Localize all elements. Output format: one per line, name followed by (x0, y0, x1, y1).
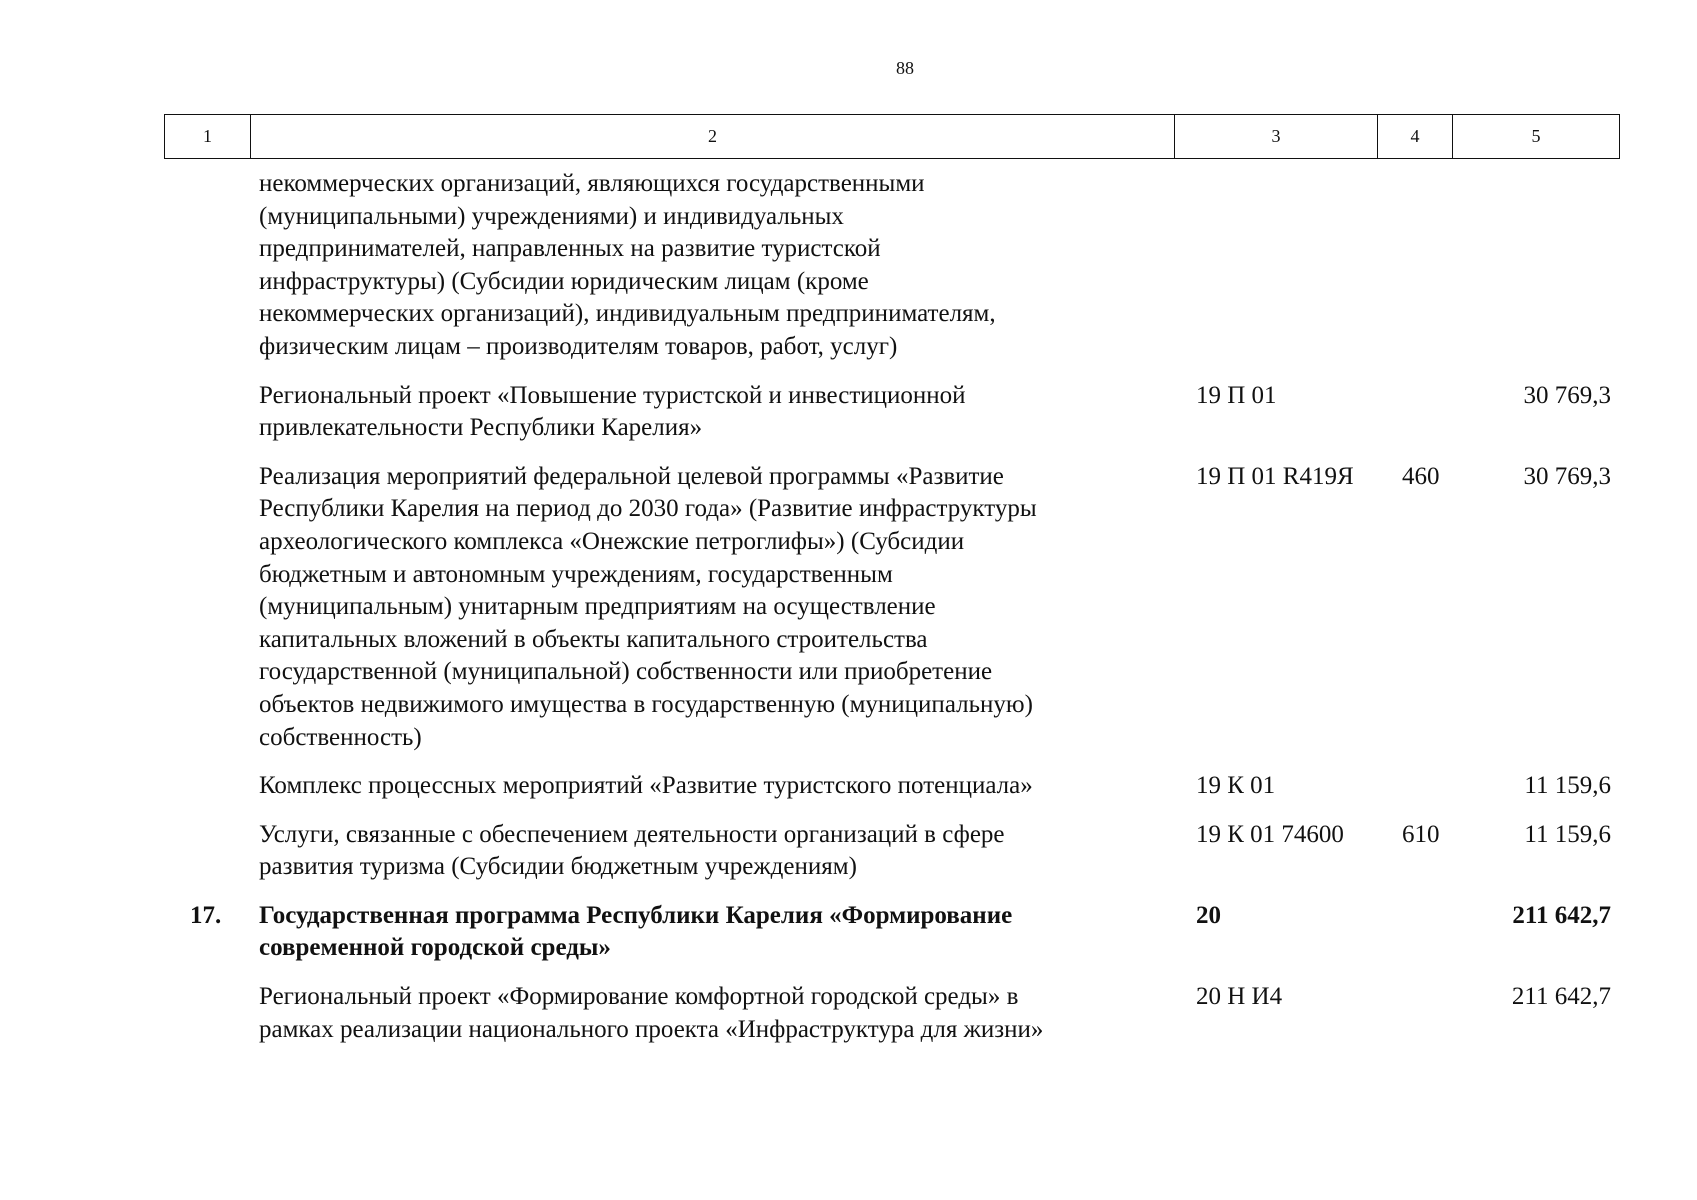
row-number (164, 461, 259, 754)
row-amount: 11 159,6 (1524, 820, 1611, 848)
description-line: Государственная программа Республики Карелия «Формирование (259, 901, 1013, 929)
row-amount: 30 769,3 (1523, 381, 1611, 409)
table-row (164, 168, 1619, 364)
table-row (164, 380, 1619, 445)
row-amount: 30 769,3 (1523, 462, 1611, 490)
row-target-code: 20 Н И4 (1196, 983, 1283, 1011)
description-line: современной городской среды» (259, 934, 611, 962)
description-line: Комплекс процессных мероприятий «Развитие туристского потенциала» (259, 772, 1033, 800)
description-line: объектов недвижимого имущества в государственную (муниципальную) (259, 690, 1033, 718)
row-number: 17. (190, 901, 222, 929)
description-line: Реализация мероприятий федеральной целевой программы «Развитие (259, 462, 1004, 490)
description-line: инфраструктуры) (Субсидии юридическим лицам (кроме (259, 267, 869, 295)
row-number (164, 770, 259, 803)
row-description (259, 168, 1183, 364)
row-expense-type (1388, 900, 1456, 965)
page-number: 88 (896, 58, 914, 78)
description-line: капитальных вложений в объекты капитального строительства (259, 625, 928, 653)
row-number (164, 380, 259, 445)
row-description (259, 380, 1183, 445)
row-amount: 211 642,7 (1511, 983, 1611, 1011)
row-expense-type (1388, 981, 1456, 1046)
row-number (164, 981, 259, 1046)
row-expense-type (1388, 380, 1456, 445)
description-line: археологического комплекса «Онежские петроглифы») (Субсидии (259, 527, 965, 555)
header-col-3: 3 (1175, 115, 1378, 159)
row-amount (1456, 168, 1619, 364)
row-target-code: 19 К 01 74600 (1196, 820, 1344, 848)
header-col-4: 4 (1378, 115, 1453, 159)
header-col-2: 2 (251, 115, 1175, 159)
header-col-5: 5 (1453, 115, 1620, 159)
row-spacer (164, 364, 1619, 380)
description-line: предпринимателей, направленных на развитие туристской (259, 235, 881, 263)
row-spacer (164, 803, 1619, 819)
row-target-code: 20 (1196, 901, 1221, 929)
table-row (164, 900, 1619, 965)
description-line: Региональный проект «Повышение туристской и инвестиционной (259, 381, 966, 409)
description-line: (муниципальным) унитарным предприятиям на осуществление (259, 593, 936, 621)
row-expense-type: 610 (1402, 820, 1440, 848)
row-amount: 11 159,6 (1524, 772, 1611, 800)
row-spacer (164, 754, 1619, 770)
row-expense-type (1388, 168, 1456, 364)
description-line: Услуги, связанные с обеспечением деятельности организаций в сфере (259, 820, 1005, 848)
table-row (164, 981, 1619, 1046)
row-description (259, 981, 1183, 1046)
description-line: Региональный проект «Формирование комфортной городской среды» в (259, 983, 1019, 1011)
row-description (259, 770, 1183, 803)
description-line: некоммерческих организаций), индивидуальным предпринимателям, (259, 300, 996, 328)
description-line: бюджетным и автономным учреждениям, государственным (259, 560, 893, 588)
description-line: государственной (муниципальной) собственности или приобретение (259, 658, 993, 686)
row-target-code: 19 К 01 (1196, 772, 1276, 800)
row-spacer (164, 445, 1619, 461)
table-body (164, 168, 1619, 1046)
row-target-code (1183, 168, 1388, 364)
row-expense-type: 460 (1402, 462, 1440, 490)
row-target-code: 19 П 01 (1196, 381, 1277, 409)
description-line: собственность) (259, 723, 422, 751)
table-row (164, 819, 1619, 884)
description-line: Республики Карелия на период до 2030 года» (Развитие инфраструктуры (259, 495, 1037, 523)
row-target-code: 19 П 01 R419Я (1196, 462, 1354, 490)
description-line: некоммерческих организаций, являющихся государственными (259, 170, 925, 197)
table-row (164, 461, 1619, 754)
header-col-1: 1 (165, 115, 251, 159)
description-line: физическим лицам – производителям товаров, работ, услуг) (259, 332, 898, 360)
description-line: развития туризма (Субсидии бюджетным учреждениям) (259, 853, 857, 881)
row-description (259, 819, 1183, 884)
row-number (164, 819, 259, 884)
table-header (164, 114, 1620, 159)
table-row (164, 770, 1619, 803)
row-expense-type (1388, 770, 1456, 803)
row-description (259, 461, 1183, 754)
row-spacer (164, 884, 1619, 900)
row-description (259, 900, 1183, 965)
description-line: привлекательности Республики Карелия» (259, 414, 703, 442)
row-spacer (164, 965, 1619, 981)
row-number (164, 168, 259, 364)
row-amount: 211 642,7 (1512, 901, 1611, 929)
description-line: (муниципальными) учреждениями) и индивидуальных (259, 202, 844, 230)
description-line: рамках реализации национального проекта «Инфраструктура для жизни» (259, 1015, 1044, 1043)
